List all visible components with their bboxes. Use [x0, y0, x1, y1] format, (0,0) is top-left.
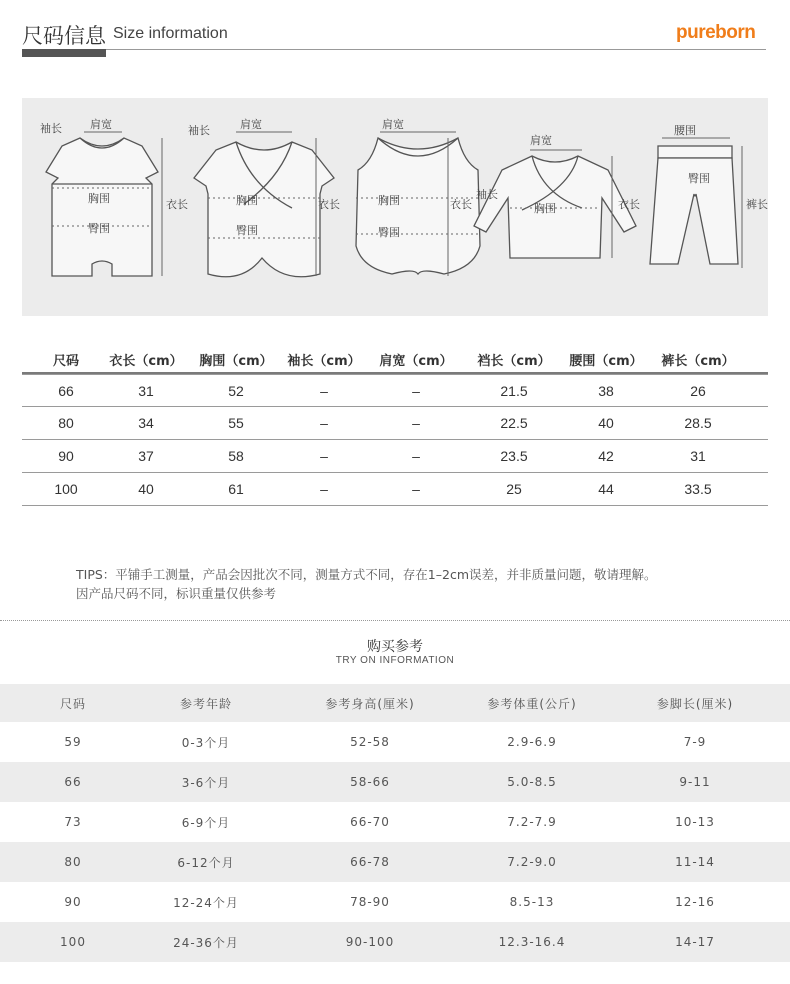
table-row [0, 802, 790, 842]
table-cell: 参考体重(公斤) [487, 696, 577, 711]
table-cell: 37 [138, 448, 154, 464]
label-hip-1: 臀围 [88, 222, 110, 235]
try-on-subtitle: TRY ON INFORMATION [335, 655, 455, 666]
table-cell: 尺码 [59, 696, 86, 711]
table-cell: 6-9个月 [181, 815, 231, 830]
label-chest-2: 胸围 [236, 194, 258, 207]
table-cell: 40 [598, 415, 614, 431]
table-cell: 袖长（cm） [287, 353, 361, 369]
table-cell: 44 [598, 481, 614, 497]
brand-logo: pureborn [676, 22, 756, 43]
table-cell: 80 [64, 855, 82, 869]
table-cell: 7.2-9.0 [507, 855, 557, 869]
table-cell: 90-100 [345, 935, 395, 949]
table-cell: 肩宽（cm） [379, 353, 453, 369]
table-cell: 66 [58, 382, 74, 399]
table-cell: 9-11 [679, 775, 711, 789]
table-cell: 胸围（cm） [199, 353, 273, 369]
label-shoulder-3: 肩宽 [382, 118, 404, 131]
table-cell: 3-6个月 [181, 775, 231, 790]
table-cell: 23.5 [500, 448, 528, 464]
table-cell: 100 [60, 935, 86, 949]
table-cell: 衣长（cm） [109, 353, 183, 369]
label-shoulder-4: 肩宽 [530, 134, 552, 147]
table-cell: 21.5 [500, 382, 528, 399]
table-cell: 裆长（cm） [477, 353, 551, 369]
romper-wrap-diagram [194, 142, 334, 277]
table-cell: 33.5 [684, 481, 712, 497]
table-cell: 78-90 [350, 895, 390, 909]
page-title: 尺码信息 [22, 24, 106, 48]
page-subtitle: Size information [113, 25, 228, 42]
table-cell: – [412, 415, 420, 431]
table-cell: 5.0-8.5 [507, 775, 557, 789]
table-cell: – [412, 382, 420, 399]
table-cell: – [320, 448, 328, 464]
table-cell: 40 [138, 481, 154, 497]
label-hip-5: 臀围 [688, 172, 710, 185]
table-cell: 腰围（cm） [569, 353, 643, 369]
table-cell: 14-17 [675, 935, 715, 949]
table-cell: 7.2-7.9 [507, 815, 557, 829]
label-pants-length-5: 裤长 [746, 198, 768, 211]
table-cell: 66-78 [350, 855, 390, 869]
table-cell: 73 [64, 815, 82, 829]
label-length-1: 衣长 [166, 198, 188, 211]
label-sleeve-1: 袖长 [40, 122, 62, 135]
table-cell: 裤长（cm） [661, 353, 735, 369]
table-row [22, 374, 768, 407]
table-cell: – [412, 448, 420, 464]
label-waist-5: 腰围 [674, 124, 696, 137]
table-row [0, 842, 790, 882]
table-cell: 52 [228, 382, 244, 399]
table-cell: 0-3个月 [181, 735, 231, 750]
table-cell: 100 [54, 481, 78, 497]
table-cell: 59 [64, 735, 82, 749]
label-shoulder-2: 肩宽 [240, 118, 262, 131]
table-cell: 66 [64, 775, 82, 789]
table-cell: 31 [138, 382, 154, 399]
try-on-header-row [0, 684, 790, 722]
try-on-table [0, 684, 790, 962]
table-cell: 58 [228, 448, 244, 464]
label-chest-4: 胸围 [534, 202, 556, 215]
table-row [0, 882, 790, 922]
garment-diagram-svg [22, 98, 768, 316]
table-cell: 参脚长(厘米) [656, 696, 734, 711]
table-cell: 参考年龄 [179, 696, 232, 711]
tips-note [76, 565, 766, 603]
table-row [0, 762, 790, 802]
pants-diagram [650, 146, 738, 264]
label-length-2: 衣长 [318, 198, 340, 211]
romper-short-sleeve-diagram [46, 138, 158, 276]
table-cell: 6-12个月 [177, 855, 235, 870]
table-cell: 61 [228, 481, 244, 497]
table-cell: 参考身高(厘米) [325, 696, 415, 711]
size-table [22, 346, 768, 506]
label-length-3: 衣长 [450, 198, 472, 211]
table-cell: – [412, 481, 420, 497]
table-cell: 28.5 [684, 415, 712, 431]
table-cell: 58-66 [350, 775, 390, 789]
table-cell: – [320, 481, 328, 497]
table-cell: 55 [228, 415, 244, 431]
table-cell: 38 [598, 382, 614, 399]
table-cell: 12-16 [675, 895, 715, 909]
table-row [0, 722, 790, 762]
table-cell: 42 [598, 448, 614, 464]
table-header-row [22, 346, 768, 374]
page-header [0, 0, 790, 60]
table-cell: 8.5-13 [509, 895, 555, 909]
label-chest-3: 胸围 [378, 194, 400, 207]
label-shoulder-1: 肩宽 [90, 118, 112, 131]
table-cell: 12.3-16.4 [498, 935, 566, 949]
table-cell: 25 [506, 481, 522, 497]
label-hip-2: 臀围 [236, 224, 258, 237]
try-on-title: 购买参考 [367, 639, 423, 655]
table-row [22, 473, 768, 506]
table-cell: 12-24个月 [173, 895, 239, 910]
table-cell: 24-36个月 [173, 935, 239, 950]
table-cell: 52-58 [350, 735, 390, 749]
tips-line-1: TIPS：平铺手工测量，产品会因批次不同，测量方式不同，存在1–2cm误差，并非质量问题，敬请理解。 [76, 567, 657, 582]
table-cell: 11-14 [675, 855, 715, 869]
label-sleeve-2: 袖长 [188, 124, 210, 137]
measurement-diagrams [22, 98, 768, 316]
table-cell: 90 [58, 448, 74, 464]
label-length-4: 衣长 [618, 198, 640, 211]
table-cell: 7-9 [683, 735, 707, 749]
table-cell: – [320, 382, 328, 399]
tips-line-2: 因产品尺码不同，标识重量仅供参考 [76, 586, 277, 601]
table-cell: 31 [690, 448, 706, 464]
section-divider [0, 620, 790, 621]
label-chest-1: 胸围 [88, 192, 110, 205]
table-row [22, 407, 768, 440]
table-cell: 尺码 [52, 353, 79, 369]
table-cell: 22.5 [500, 415, 528, 431]
table-cell: 2.9-6.9 [507, 735, 557, 749]
table-row [22, 440, 768, 473]
table-cell: 90 [64, 895, 82, 909]
table-cell: 66-70 [350, 815, 390, 829]
table-cell: 26 [690, 382, 706, 399]
label-hip-3: 臀围 [378, 226, 400, 239]
header-accent-bar [22, 49, 106, 57]
header-divider [22, 49, 766, 50]
table-cell: 34 [138, 415, 154, 431]
label-sleeve-4: 袖长 [476, 188, 498, 201]
table-cell: 80 [58, 415, 74, 431]
table-cell: – [320, 415, 328, 431]
table-cell: 10-13 [675, 815, 715, 829]
table-row [0, 922, 790, 962]
